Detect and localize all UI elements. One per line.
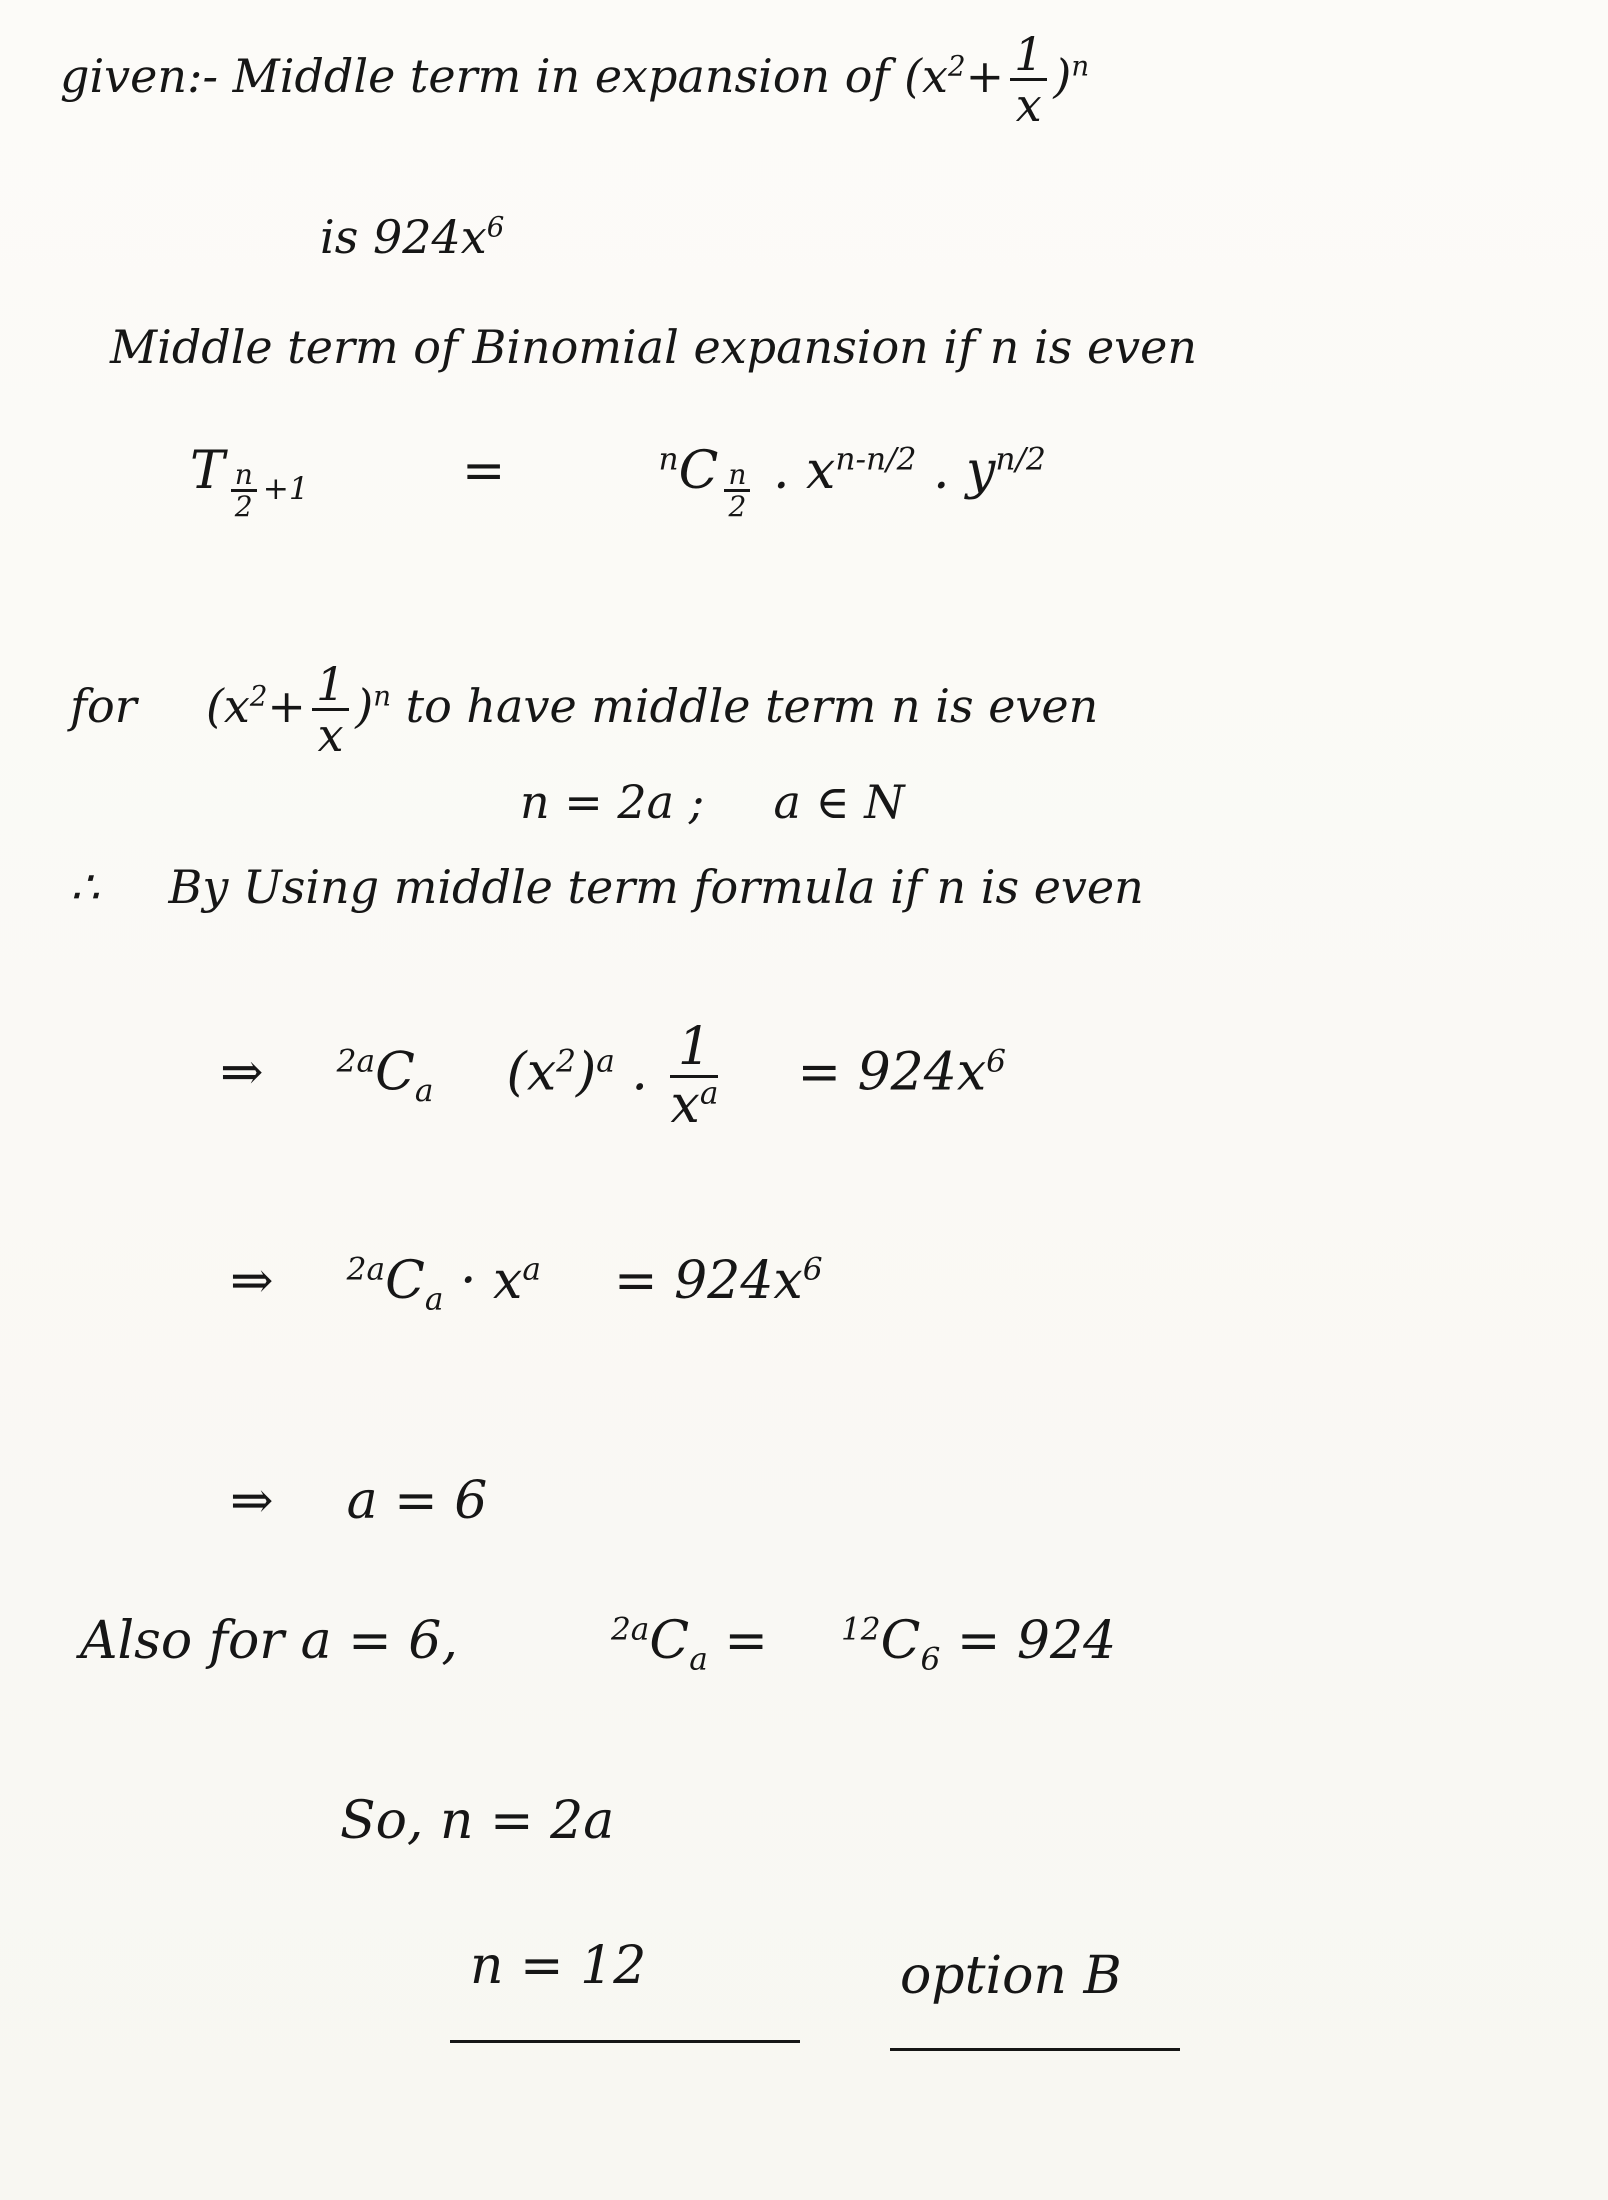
option-underline [890, 2048, 1180, 2051]
middle-term-heading: Middle term of Binomial expansion if n is even [110, 320, 1197, 374]
given-label: given:- [60, 48, 219, 103]
implies-icon: ⇒ [230, 1251, 274, 1311]
therefore-icon: ∴ [70, 860, 100, 914]
so-line: So, n = 2a [340, 1791, 615, 1851]
given-line [60, 27, 1090, 133]
answer-underline [450, 2040, 800, 2043]
is-label: is [320, 210, 359, 264]
given-text: Middle term in expansion of [232, 48, 890, 103]
step-1: ⇒ $^{2a}C_a$ $(x^2)^a$ . $\frac{1}{x^a}$ = $924x^6$ [220, 1017, 1006, 1135]
implies-icon: ⇒ [230, 1471, 274, 1531]
answer-option: option B [900, 1946, 1122, 2006]
given-value: $924x^6$ [372, 210, 505, 264]
using-formula-line: ∴ By Using middle term formula if n is even [70, 860, 1144, 914]
for-even-line: for ($x^2+$ $\frac{1}{x}$ )$^n$ to have middle term n is even [70, 657, 1099, 763]
answer-value: n = 12 [470, 1936, 647, 1996]
step-2: ⇒ $^{2a}C_a \cdot x^a = 924x^6$ [230, 1251, 823, 1318]
middle-term-formula: T $_{\frac{n}{2} +1}$ = $^n$C $_{\frac{n}{2}}$ . $x^{n-n/2}$ . $y^{n/2}$ [190, 441, 1046, 524]
implies-icon: ⇒ [220, 1042, 264, 1103]
given-expression: ($x^2+$ $\frac{1}{x}$ )$^n$ [904, 27, 1090, 133]
step-3: ⇒ a = 6 [230, 1471, 488, 1531]
also-line: Also for a = 6, $^{2a}C_a = ^{12}C_6 = 924$ [80, 1611, 1117, 1678]
n-equals-2a-line: n = 2a ; a ∈ N [520, 775, 905, 829]
given-value-line [320, 210, 504, 265]
